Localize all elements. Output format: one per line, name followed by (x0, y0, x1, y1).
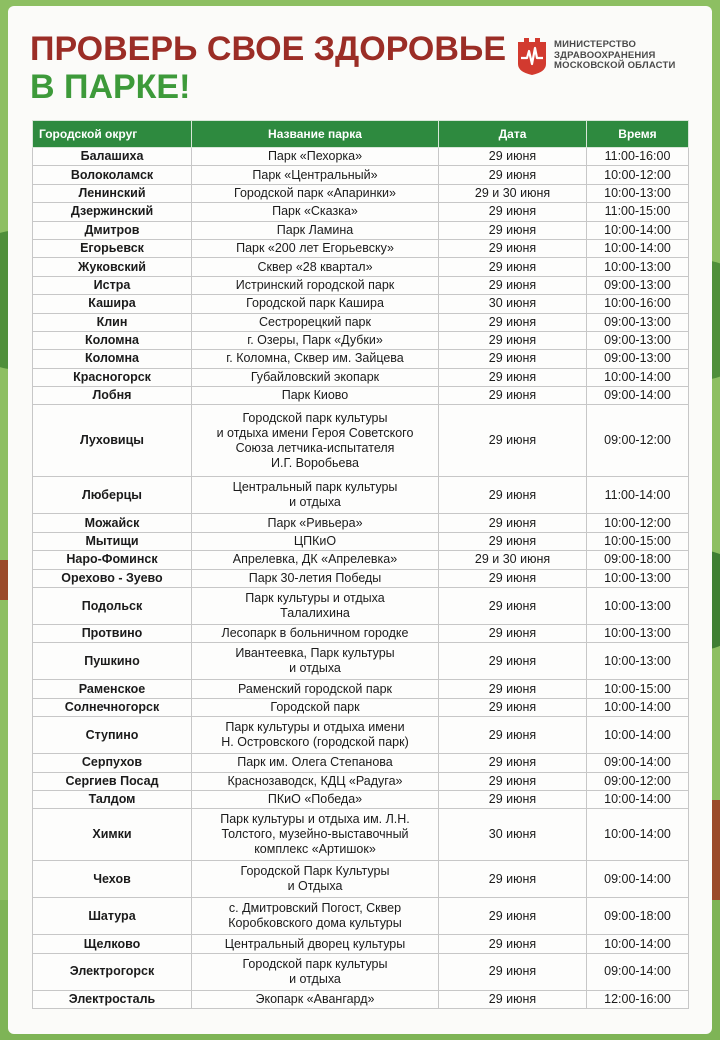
district-cell: Шатура (33, 898, 192, 935)
table-row (33, 203, 689, 221)
park-cell (192, 477, 439, 514)
park-name-line: Сквер «28 квартал» (257, 259, 373, 274)
ministry-line-2: ЗДРАВООХРАНЕНИЯ (554, 49, 656, 61)
table-row (33, 148, 689, 166)
park-name-line: Союза летчика-испытателя (235, 440, 395, 455)
time-cell: 09:00-12:00 (587, 405, 689, 477)
table-row (33, 551, 689, 569)
park-name-line: Городской парк «Апаринки» (234, 185, 396, 200)
district-cell: Солнечногорск (33, 698, 192, 716)
time-cell: 10:00-14:00 (587, 239, 689, 257)
date-cell: 29 июня (439, 276, 587, 294)
park-name-line: Парк культуры и отдыха им. Л.Н. (220, 812, 410, 827)
park-name-line: Сестрорецкий парк (259, 314, 371, 329)
park-cell (192, 643, 439, 680)
park-name-line: и отдыха (289, 971, 341, 986)
district-cell: Подольск (33, 588, 192, 625)
district-cell: Клин (33, 313, 192, 331)
district-cell: Дзержинский (33, 203, 192, 221)
park-cell (192, 588, 439, 625)
park-cell (192, 625, 439, 643)
date-cell: 29 июня (439, 148, 587, 166)
table-row (33, 861, 689, 898)
table-header-row (33, 121, 689, 148)
park-name-line: Городской Парк Культуры (240, 864, 390, 879)
time-cell: 10:00-12:00 (587, 166, 689, 184)
park-cell (192, 680, 439, 698)
table-row (33, 276, 689, 294)
park-cell (192, 295, 439, 313)
park-cell (192, 148, 439, 166)
park-name-line: Толстого, музейно-выставочный (221, 827, 409, 842)
table-row (33, 166, 689, 184)
district-cell: Пушкино (33, 643, 192, 680)
park-name-line: Центральный парк культуры (232, 480, 398, 495)
table-row (33, 588, 689, 625)
park-name-line: Парк «Сказка» (272, 204, 358, 219)
date-cell: 29 июня (439, 221, 587, 239)
date-cell: 29 и 30 июня (439, 184, 587, 202)
park-cell (192, 166, 439, 184)
park-name-line: Парк 30-летия Победы (248, 570, 382, 585)
park-name-line: Городской парк культуры (242, 410, 388, 425)
title-line-2: В ПАРКЕ! (30, 68, 191, 106)
time-cell: 10:00-14:00 (587, 809, 689, 861)
table-row (33, 313, 689, 331)
date-cell: 29 июня (439, 625, 587, 643)
district-cell: Сергиев Посад (33, 772, 192, 790)
district-cell: Ступино (33, 717, 192, 754)
district-cell: Можайск (33, 514, 192, 532)
table-row (33, 258, 689, 276)
date-cell: 29 июня (439, 569, 587, 587)
time-cell: 09:00-18:00 (587, 551, 689, 569)
date-cell: 29 июня (439, 387, 587, 405)
ministry-logo-block (516, 36, 676, 76)
table-row (33, 387, 689, 405)
park-name-line: Апрелевка, ДК «Апрелевка» (232, 552, 398, 567)
park-name-line: ЦПКиО (293, 534, 337, 549)
date-cell: 29 июня (439, 405, 587, 477)
district-cell: Дмитров (33, 221, 192, 239)
park-name-line: и отдыха (289, 495, 341, 510)
park-name-line: Парк культуры и отдыха имени (225, 720, 405, 735)
time-cell: 09:00-14:00 (587, 754, 689, 772)
date-cell: 29 июня (439, 477, 587, 514)
table-row (33, 295, 689, 313)
date-cell: 29 июня (439, 772, 587, 790)
park-name-line: Раменский городской парк (237, 681, 393, 696)
district-cell: Коломна (33, 331, 192, 349)
time-cell: 09:00-14:00 (587, 953, 689, 990)
time-cell: 11:00-16:00 (587, 148, 689, 166)
table-row (33, 239, 689, 257)
table-row (33, 680, 689, 698)
park-name-line: г. Озеры, Парк «Дубки» (247, 333, 383, 348)
time-cell: 09:00-14:00 (587, 387, 689, 405)
park-cell (192, 790, 439, 808)
park-name-line: Парк «Ривьера» (267, 515, 363, 530)
district-cell: Ленинский (33, 184, 192, 202)
time-cell: 10:00-15:00 (587, 532, 689, 550)
date-cell: 29 июня (439, 258, 587, 276)
park-name-line: Экопарк «Авангард» (255, 991, 375, 1006)
date-cell: 29 июня (439, 350, 587, 368)
date-cell: 29 и 30 июня (439, 551, 587, 569)
district-cell: Истра (33, 276, 192, 294)
table-row (33, 569, 689, 587)
park-cell (192, 809, 439, 861)
date-cell: 30 июня (439, 295, 587, 313)
date-cell: 29 июня (439, 588, 587, 625)
park-name-line: Центральный дворец культуры (224, 936, 406, 951)
table-row (33, 953, 689, 990)
park-cell (192, 754, 439, 772)
table-row (33, 368, 689, 386)
time-cell: 10:00-13:00 (587, 184, 689, 202)
park-name-line: Парк «200 лет Егорьевску» (236, 241, 394, 256)
park-cell (192, 203, 439, 221)
park-cell (192, 551, 439, 569)
time-cell: 09:00-12:00 (587, 772, 689, 790)
table-row (33, 221, 689, 239)
park-name-line: Истринский городской парк (235, 277, 395, 292)
table-row (33, 477, 689, 514)
park-cell (192, 258, 439, 276)
date-cell: 29 июня (439, 239, 587, 257)
park-cell (192, 276, 439, 294)
district-cell: Электрогорск (33, 953, 192, 990)
time-cell: 11:00-15:00 (587, 203, 689, 221)
date-cell: 29 июня (439, 898, 587, 935)
district-cell: Коломна (33, 350, 192, 368)
district-cell: Луховицы (33, 405, 192, 477)
park-name-line: и Отдыха (287, 879, 343, 894)
district-cell: Наро-Фоминск (33, 551, 192, 569)
column-header-date: Дата (439, 121, 587, 148)
time-cell: 12:00-16:00 (587, 990, 689, 1008)
park-cell (192, 717, 439, 754)
park-cell (192, 953, 439, 990)
table-row (33, 990, 689, 1008)
park-cell (192, 698, 439, 716)
time-cell: 10:00-16:00 (587, 295, 689, 313)
date-cell: 29 июня (439, 368, 587, 386)
time-cell: 10:00-15:00 (587, 680, 689, 698)
district-cell: Орехово - Зуево (33, 569, 192, 587)
park-name-line: г. Коломна, Сквер им. Зайцева (226, 351, 404, 366)
time-cell: 09:00-13:00 (587, 313, 689, 331)
park-name-line: Парк Ламина (276, 222, 354, 237)
time-cell: 10:00-14:00 (587, 790, 689, 808)
time-cell: 10:00-12:00 (587, 514, 689, 532)
date-cell: 29 июня (439, 203, 587, 221)
time-cell: 10:00-14:00 (587, 717, 689, 754)
time-cell: 10:00-14:00 (587, 935, 689, 953)
park-name-line: Лесопарк в больничном городке (221, 626, 409, 641)
ministry-line-3: МОСКОВСКОЙ ОБЛАСТИ (554, 60, 676, 72)
park-cell (192, 772, 439, 790)
park-cell (192, 239, 439, 257)
table-body (33, 148, 689, 1009)
district-cell: Егорьевск (33, 239, 192, 257)
district-cell: Электросталь (33, 990, 192, 1008)
table-row (33, 935, 689, 953)
district-cell: Волоколамск (33, 166, 192, 184)
date-cell: 30 июня (439, 809, 587, 861)
park-name-line: с. Дмитровский Погост, Сквер (228, 901, 402, 916)
park-cell (192, 387, 439, 405)
date-cell: 29 июня (439, 935, 587, 953)
date-cell: 29 июня (439, 790, 587, 808)
park-cell (192, 861, 439, 898)
district-cell: Кашира (33, 295, 192, 313)
table-row (33, 532, 689, 550)
column-header-park: Название парка (192, 121, 439, 148)
table-row (33, 643, 689, 680)
park-name-line: И.Г. Воробьева (271, 455, 359, 470)
date-cell: 29 июня (439, 754, 587, 772)
park-name-line: ПКиО «Победа» (267, 792, 363, 807)
park-name-line: Парк «Пехорка» (267, 149, 363, 164)
district-cell: Щелково (33, 935, 192, 953)
column-header-district: Городской округ (33, 121, 192, 148)
park-cell (192, 184, 439, 202)
title-line-1: ПРОВЕРЬ СВОЕ ЗДОРОВЬЕ (30, 30, 507, 68)
table-row (33, 790, 689, 808)
park-name-line: Парк культуры и отдыха (245, 591, 385, 606)
date-cell: 29 июня (439, 953, 587, 990)
park-name-line: Городской парк (270, 700, 360, 714)
time-cell: 10:00-13:00 (587, 625, 689, 643)
date-cell: 29 июня (439, 313, 587, 331)
table-row (33, 754, 689, 772)
column-header-time: Время (587, 121, 689, 148)
table-row (33, 625, 689, 643)
park-name-line: Н. Островского (городской парк) (221, 735, 409, 750)
park-cell (192, 569, 439, 587)
district-cell: Чехов (33, 861, 192, 898)
district-cell: Химки (33, 809, 192, 861)
time-cell: 10:00-13:00 (587, 643, 689, 680)
park-name-line: Парк Киово (281, 388, 349, 403)
table-row (33, 898, 689, 935)
date-cell: 29 июня (439, 698, 587, 716)
time-cell: 09:00-14:00 (587, 861, 689, 898)
park-cell (192, 405, 439, 477)
park-cell (192, 532, 439, 550)
time-cell: 10:00-14:00 (587, 698, 689, 716)
park-cell (192, 221, 439, 239)
park-name-line: Талалихина (280, 606, 350, 621)
park-schedule-table (32, 120, 689, 1009)
time-cell: 09:00-18:00 (587, 898, 689, 935)
date-cell: 29 июня (439, 331, 587, 349)
date-cell: 29 июня (439, 990, 587, 1008)
park-cell (192, 935, 439, 953)
date-cell: 29 июня (439, 861, 587, 898)
date-cell: 29 июня (439, 680, 587, 698)
park-name-line: и отдыха (289, 661, 341, 676)
time-cell: 09:00-13:00 (587, 276, 689, 294)
district-cell: Люберцы (33, 477, 192, 514)
district-cell: Мытищи (33, 532, 192, 550)
time-cell: 10:00-13:00 (587, 588, 689, 625)
district-cell: Серпухов (33, 754, 192, 772)
table-row (33, 809, 689, 861)
park-name-line: Городской парк Кашира (246, 296, 384, 311)
table-row (33, 772, 689, 790)
park-name-line: комплекс «Артишок» (254, 842, 376, 857)
park-name-line: Городской парк культуры (242, 956, 388, 971)
district-cell: Балашиха (33, 148, 192, 166)
park-name-line: Парк им. Олега Степанова (237, 755, 393, 770)
park-name-line: Коробковского дома культуры (228, 916, 402, 931)
table-row (33, 717, 689, 754)
park-cell (192, 368, 439, 386)
time-cell: 10:00-14:00 (587, 221, 689, 239)
time-cell: 10:00-13:00 (587, 569, 689, 587)
district-cell: Талдом (33, 790, 192, 808)
park-name-line: Парк «Центральный» (252, 167, 378, 182)
ministry-name (554, 40, 676, 72)
table-row (33, 331, 689, 349)
park-cell (192, 350, 439, 368)
park-cell (192, 990, 439, 1008)
time-cell: 09:00-13:00 (587, 350, 689, 368)
park-name-line: и отдыха имени Героя Советского (216, 425, 414, 440)
date-cell: 29 июня (439, 717, 587, 754)
ministry-line-1: МИНИСТЕРСТВО (554, 39, 637, 51)
district-cell: Красногорск (33, 368, 192, 386)
time-cell: 11:00-14:00 (587, 477, 689, 514)
district-cell: Протвино (33, 625, 192, 643)
time-cell: 10:00-13:00 (587, 258, 689, 276)
park-cell (192, 898, 439, 935)
district-cell: Жуковский (33, 258, 192, 276)
table-row (33, 698, 689, 716)
moscow-region-emblem-icon (516, 36, 548, 76)
date-cell: 29 июня (439, 514, 587, 532)
park-cell (192, 331, 439, 349)
park-name-line: Краснозаводск, КДЦ «Радуга» (227, 773, 403, 788)
park-name-line: Ивантеевка, Парк культуры (235, 646, 395, 661)
time-cell: 10:00-14:00 (587, 368, 689, 386)
date-cell: 29 июня (439, 532, 587, 550)
time-cell: 09:00-13:00 (587, 331, 689, 349)
park-cell (192, 313, 439, 331)
district-cell: Раменское (33, 680, 192, 698)
table-row (33, 184, 689, 202)
date-cell: 29 июня (439, 643, 587, 680)
table-row (33, 350, 689, 368)
table-row (33, 514, 689, 532)
date-cell: 29 июня (439, 166, 587, 184)
table-row (33, 405, 689, 477)
park-name-line: Губайловский экопарк (250, 369, 380, 384)
park-cell (192, 514, 439, 532)
district-cell: Лобня (33, 387, 192, 405)
